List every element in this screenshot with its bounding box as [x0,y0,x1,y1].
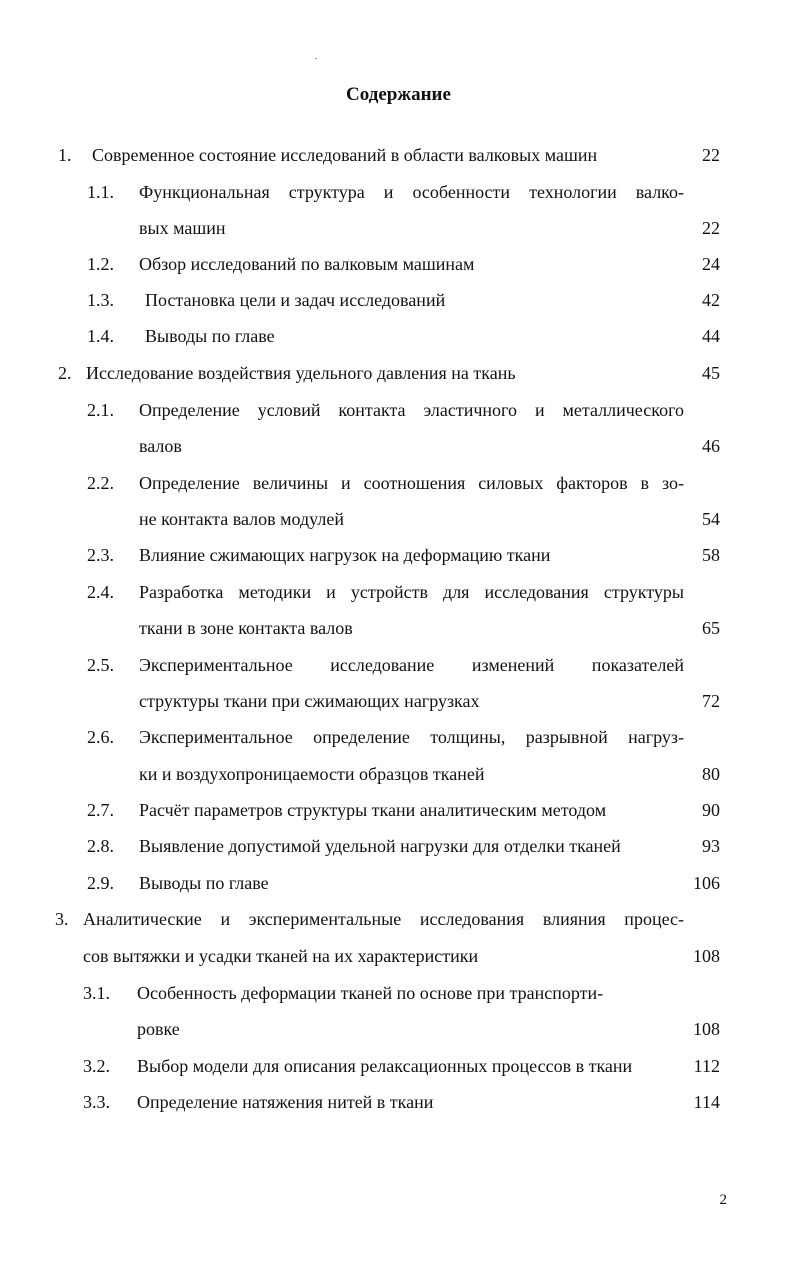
toc-entry-page: 90 [702,800,720,820]
toc-entry[interactable] [0,396,797,424]
toc-entry-number: 1.1. [87,182,114,202]
toc-entry-continuation[interactable] [0,614,797,642]
toc-entry-number: 2.1. [87,400,114,420]
toc-entry[interactable] [0,1088,797,1116]
toc-entry[interactable] [0,469,797,497]
toc-entry-page: 80 [702,764,720,784]
toc-entry-title: ткани в зоне контакта валов [139,618,353,638]
toc-entry-number: 2.7. [87,800,114,820]
toc-entry[interactable] [0,796,797,824]
toc-entry-title: Определение величины и соотношения силовых факторов в зо- [139,473,684,493]
toc-entry-page: 22 [702,218,720,238]
toc-entry[interactable] [0,979,797,1007]
toc-entry-continuation[interactable] [0,942,797,970]
toc-entry-continuation[interactable] [0,687,797,715]
toc-entry-title: Особенность деформации тканей по основе при транспорти- [137,983,604,1003]
toc-entry-page: 114 [693,1092,720,1112]
toc-entry-page: 93 [702,836,720,856]
toc-entry-title: ровке [137,1019,180,1039]
toc-entry-page: 106 [693,873,720,893]
toc-entry-title: Обзор исследований по валковым машинам [139,254,475,274]
toc-entry-title: Постановка цели и задач исследований [145,290,446,310]
toc-entry-page: 54 [702,509,720,529]
toc-entry-title: Расчёт параметров структуры ткани аналитическим методом [139,800,607,820]
toc-entry-page: 65 [702,618,720,638]
toc-entry-title: Современное состояние исследований в области валковых машин [92,145,598,165]
toc-entry-page: 108 [693,1019,720,1039]
toc-entry-title: валов [139,436,182,456]
toc-entry-title: Выводы по главе [139,873,269,893]
toc-entry-number: 3.1. [83,983,110,1003]
toc-entry-number: 3.2. [83,1056,110,1076]
toc-entry-number: 2.8. [87,836,114,856]
toc-entry[interactable] [0,141,797,169]
toc-entry-title: Влияние сжимающих нагрузок на деформацию ткани [139,545,551,565]
toc-entry[interactable] [0,541,797,569]
toc-entry-number: 3.3. [83,1092,110,1112]
toc-entry[interactable] [0,359,797,387]
toc-entry-page: 42 [702,290,720,310]
toc-entry[interactable] [0,651,797,679]
toc-entry-number: 1.4. [87,326,114,346]
toc-entry-number: 2.3. [87,545,114,565]
page-number: 2 [719,1192,727,1208]
toc-entry-title: ки и воздухопроницаемости образцов тканей [139,764,485,784]
toc-entry-title: вых машин [139,218,226,238]
toc-entry-title: Функциональная структура и особенности технологии валко- [139,182,684,202]
toc-entry-page: 108 [693,946,720,966]
toc-entry-title: Экспериментальное исследование изменений показателей [139,655,684,675]
toc-entry-continuation[interactable] [0,760,797,788]
toc-entry-page: 24 [702,254,720,274]
toc-entry-number: 1. [58,145,72,165]
toc-entry-page: 45 [702,363,720,383]
toc-entry-number: 2.9. [87,873,114,893]
page-title: Содержание [346,84,451,105]
toc-entry-page: 112 [693,1056,720,1076]
toc-entry[interactable] [0,578,797,606]
toc-entry[interactable] [0,832,797,860]
toc-entry-title: Экспериментальное определение толщины, разрывной нагруз- [139,727,684,747]
toc-entry-title: не контакта валов модулей [139,509,344,529]
toc-entry-title: Выявление допустимой удельной нагрузки для отделки тканей [139,836,621,856]
toc-entry-title: сов вытяжки и усадки тканей на их характеристики [83,946,479,966]
toc-entry-title: Определение условий контакта эластичного и металлического [139,400,684,420]
toc-entry[interactable] [0,905,797,933]
toc-entry-number: 2.6. [87,727,114,747]
toc-entry-page: 46 [702,436,720,456]
toc-entry-number: 2.2. [87,473,114,493]
toc-entry-page: 72 [702,691,720,711]
toc-entry[interactable] [0,286,797,314]
toc-entry-title: Исследование воздействия удельного давления на ткань [86,363,516,383]
toc-entry[interactable] [0,322,797,350]
toc-entry-title: Выбор модели для описания релаксационных процессов в ткани [137,1056,633,1076]
toc-entry-continuation[interactable] [0,1015,797,1043]
toc-entry-continuation[interactable] [0,214,797,242]
toc-entry[interactable] [0,250,797,278]
toc-entry-continuation[interactable] [0,505,797,533]
toc-entry[interactable] [0,869,797,897]
toc-entry-title: Аналитические и экспериментальные исследования влияния процес- [83,909,684,929]
toc-entry-continuation[interactable] [0,432,797,460]
toc-entry-page: 58 [702,545,720,565]
toc-entry-page: 22 [702,145,720,165]
toc-entry-page: 44 [702,326,720,346]
toc-entry-title: Определение натяжения нитей в ткани [137,1092,434,1112]
toc-entry[interactable] [0,723,797,751]
toc-entry-title: структуры ткани при сжимающих нагрузках [139,691,480,711]
toc-entry-number: 2.4. [87,582,114,602]
toc-entry[interactable] [0,178,797,206]
toc-entry-title: Выводы по главе [145,326,275,346]
toc-entry-title: Разработка методики и устройств для исследования структуры [139,582,684,602]
toc-entry-number: 2. [58,363,72,383]
toc-entry[interactable] [0,1052,797,1080]
toc-entry-number: 3. [55,909,69,929]
toc-entry-number: 2.5. [87,655,114,675]
toc-entry-number: 1.3. [87,290,114,310]
toc-entry-number: 1.2. [87,254,114,274]
